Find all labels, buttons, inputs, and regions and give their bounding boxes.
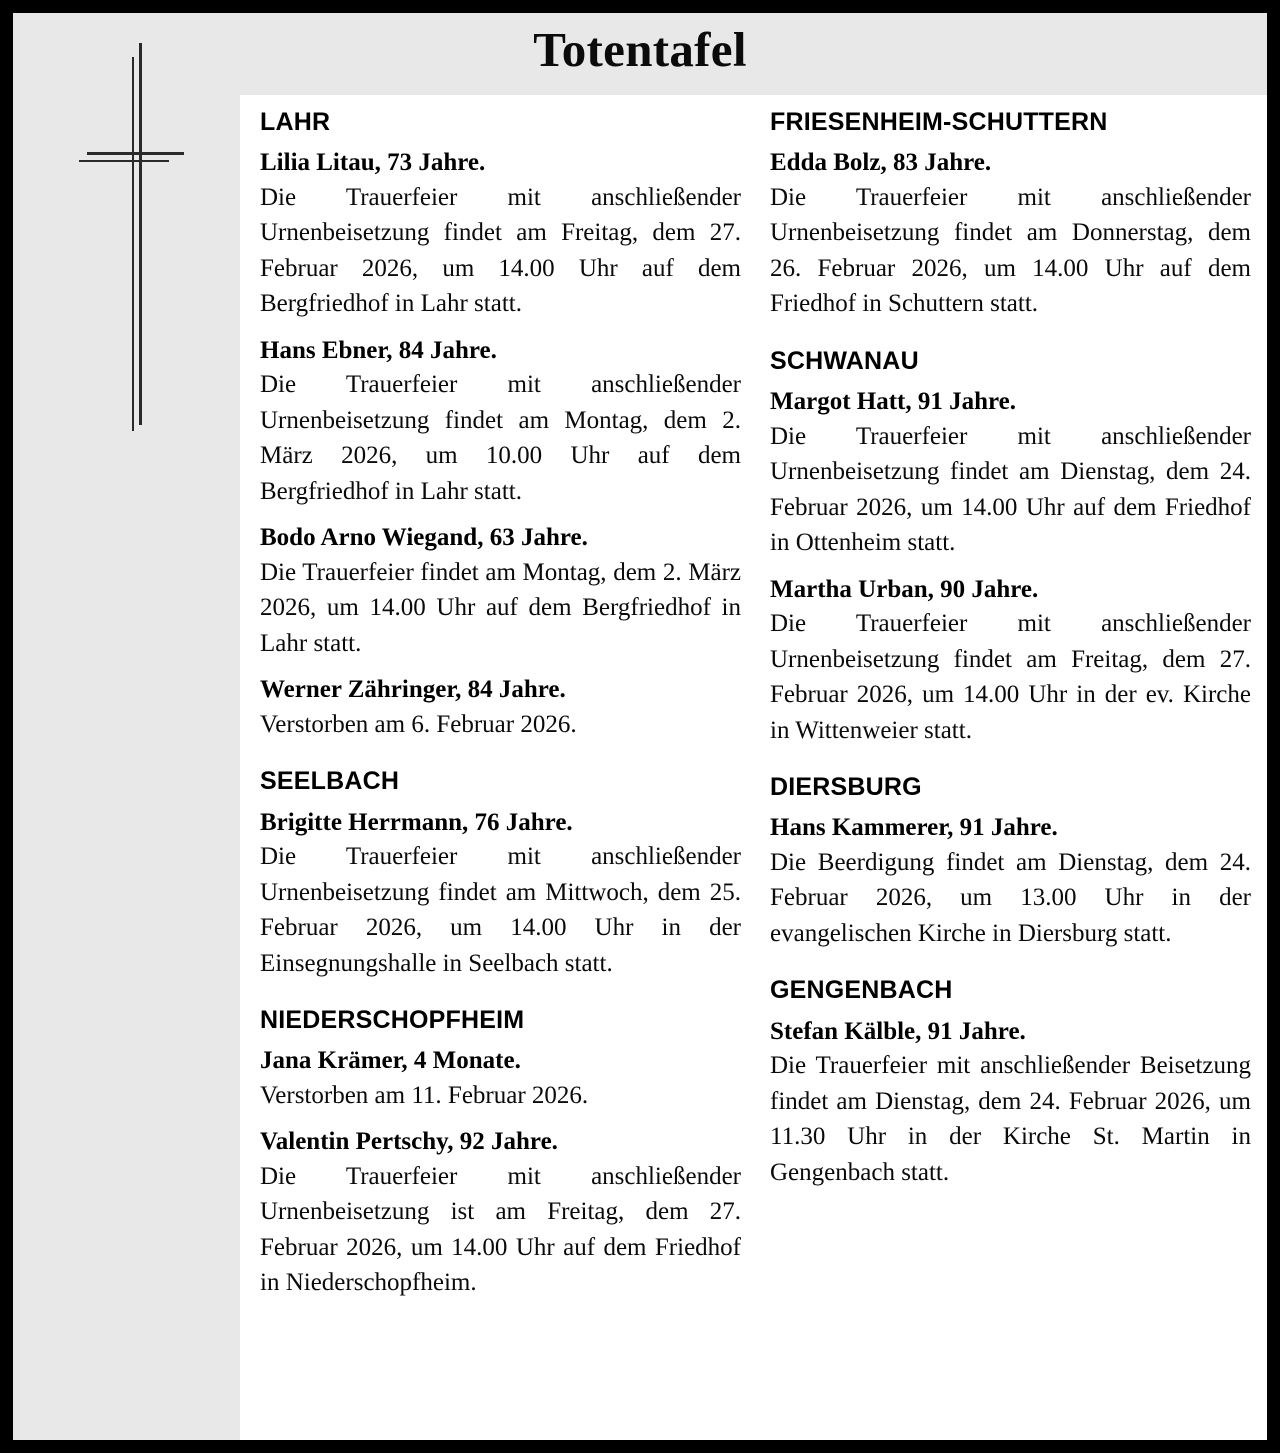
cross-vertical-line-1: [132, 57, 134, 431]
entry-details: Die Trauerfeier findet am Montag, dem 2. März 2026, um 14.00 Uhr auf dem Bergfriedhof in Lahr statt.: [260, 558, 741, 657]
entry-details: Die Trauerfeier mit anschließender Urnenbeisetzung ist am Freitag, dem 27. Februar 2026, um 14.00 Uhr auf dem Friedhof in Niederschopfheim.: [260, 1162, 741, 1297]
obituary-entry: [260, 1127, 741, 1301]
entry-details: Die Trauerfeier mit anschließender Urnenbeisetzung findet am Mittwoch, dem 25. Februar 2026, um 14.00 Uhr in der Einsegnungshalle in Seelbach statt.: [260, 843, 741, 977]
page-frame: [13, 13, 1267, 1440]
entry-name: Hans Ebner, 84 Jahre.: [260, 336, 497, 364]
entry-name: Werner Zähringer, 84 Jahre.: [260, 676, 566, 704]
entry-name: Margot Hatt, 91 Jahre.: [770, 388, 1017, 415]
cross-horizontal-line-1: [79, 160, 169, 162]
entry-details: Die Trauerfeier mit anschließender Beisetzung findet am Dienstag, dem 24. Februar 2026, um 11.30 Uhr in der Kirche St. Martin in Gengenbach statt.: [770, 1052, 1251, 1186]
cross-horizontal-line-2: [87, 152, 184, 155]
entry-name: Valentin Pertschy, 92 Jahre.: [260, 1128, 558, 1156]
entry-details: Die Trauerfeier mit anschließender Urnenbeisetzung findet am Donnerstag, dem 26. Februar 2026, um 14.00 Uhr auf dem Friedhof in Schuttern statt.: [770, 183, 1251, 318]
obituary-column-right: [770, 109, 1251, 1204]
city-heading: LAHR: [260, 108, 331, 136]
entry-name: Stefan Kälble, 91 Jahre.: [770, 1017, 1026, 1045]
entry-name: Brigitte Herrmann, 76 Jahre.: [260, 808, 573, 836]
entry-name: Bodo Arno Wiegand, 63 Jahre.: [260, 524, 588, 552]
obituary-entry: [260, 1046, 741, 1113]
obituary-entry: [770, 387, 1251, 561]
entry-details: Die Beerdigung findet am Dienstag, dem 24. Februar 2026, um 13.00 Uhr in der evangelischen Kirche in Diersburg statt.: [770, 848, 1251, 947]
content-panel: [240, 95, 1267, 1440]
cross-vertical-line-2: [139, 43, 142, 425]
obituary-entry: [260, 148, 741, 322]
city-heading: FRIESENHEIM-SCHUTTERN: [770, 108, 1108, 136]
page-title: Totentafel: [533, 22, 747, 77]
city-heading: DIERSBURG: [770, 773, 922, 801]
cross-icon: [73, 43, 203, 433]
entry-name: Martha Urban, 90 Jahre.: [770, 575, 1039, 603]
obituary-entry: [260, 336, 741, 510]
entry-name: Jana Krämer, 4 Monate.: [260, 1047, 521, 1075]
entry-name: Lilia Litau, 73 Jahre.: [260, 149, 486, 177]
obituary-entry: [770, 575, 1251, 749]
city-heading: NIEDERSCHOPFHEIM: [260, 1006, 525, 1034]
obituary-entry: [770, 1017, 1251, 1191]
obituary-columns: [260, 109, 1249, 1315]
entry-details: Die Trauerfeier mit anschließender Urnenbeisetzung findet am Montag, dem 2. März 2026, um 10.00 Uhr auf dem Bergfriedhof in Lahr statt.: [260, 371, 741, 505]
obituary-column-left: [260, 109, 741, 1315]
obituary-entry: [770, 813, 1251, 951]
entry-details: Die Trauerfeier mit anschließender Urnenbeisetzung findet am Freitag, dem 27. Februar 2026, um 14.00 Uhr auf dem Bergfriedhof in Lahr statt.: [260, 183, 741, 318]
obituary-entry: [260, 675, 741, 742]
entry-details: Die Trauerfeier mit anschließender Urnenbeisetzung findet am Dienstag, dem 24. Februar 2026, um 14.00 Uhr auf dem Friedhof in Ottenheim statt.: [770, 422, 1251, 556]
obituary-entry: [770, 148, 1251, 322]
city-heading: SEELBACH: [260, 767, 400, 796]
obituary-entry: [260, 808, 741, 982]
city-heading: GENGENBACH: [770, 976, 953, 1005]
entry-details: Verstorben am 11. Februar 2026.: [260, 1081, 589, 1109]
obituary-entry: [260, 523, 741, 661]
entry-name: Edda Bolz, 83 Jahre.: [770, 149, 992, 177]
entry-details: Verstorben am 6. Februar 2026.: [260, 710, 577, 738]
city-heading: SCHWANAU: [770, 346, 919, 375]
entry-name: Hans Kammerer, 91 Jahre.: [770, 814, 1058, 842]
entry-details: Die Trauerfeier mit anschließender Urnenbeisetzung findet am Freitag, dem 27. Februar 2026, um 14.00 Uhr in der ev. Kirche in Wittenweier statt.: [770, 610, 1251, 744]
